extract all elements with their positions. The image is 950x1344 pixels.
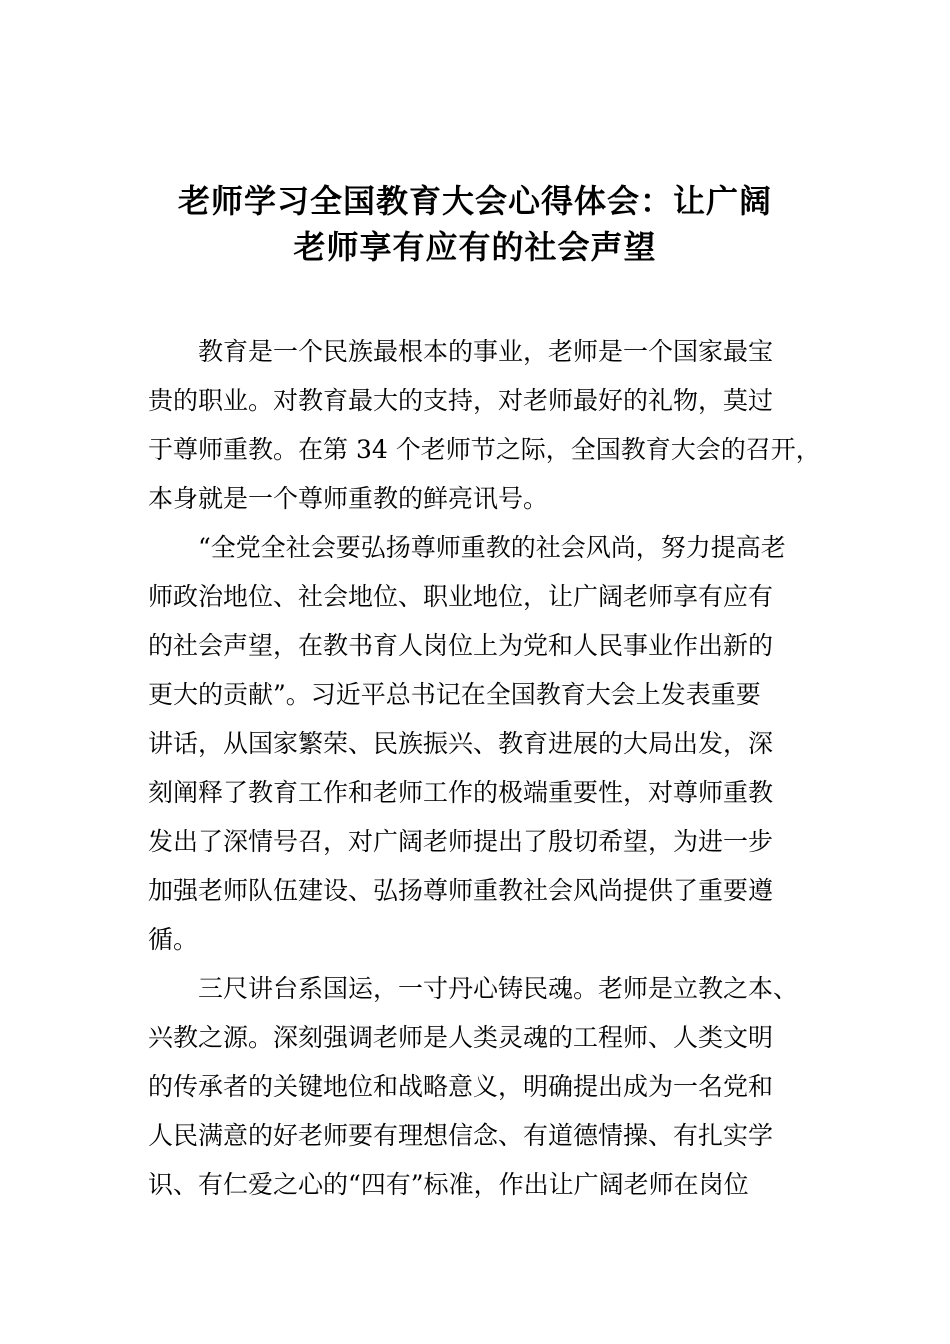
- text-line: 加强老师队伍建设、弘扬尊师重教社会风尚提供了重要遵: [148, 876, 774, 905]
- text-line: 人民满意的好老师要有理想信念、有道德情操、有扎实学: [148, 1121, 774, 1150]
- text-line: 本身就是一个尊师重教的鲜亮讯号。: [148, 484, 549, 513]
- paragraph-3: [148, 964, 810, 1209]
- text-line: 教育是一个民族最根本的事业，老师是一个国家最宝: [198, 337, 774, 366]
- text-line: 贵的职业。对教育最大的支持，对老师最好的礼物，莫过: [148, 386, 774, 415]
- text-line: 的传承者的关键地位和战略意义，明确提出成为一名党和: [148, 1072, 774, 1101]
- document-title: [120, 178, 830, 270]
- text-line: 于尊师重教。在第 34 个老师节之际，全国教育大会的召开，: [148, 435, 821, 464]
- title-line-1: 老师学习全国教育大会心得体会：让广阔: [177, 182, 772, 220]
- document-body: [148, 327, 821, 1209]
- text-line: 刻阐释了教育工作和老师工作的极端重要性，对尊师重教: [148, 778, 774, 807]
- text-line: 师政治地位、社会地位、职业地位，让广阔老师享有应有: [148, 582, 774, 611]
- title-line-2: 老师享有应有的社会声望: [293, 228, 657, 266]
- text-line: 三尺讲台系国运，一寸丹心铸民魂。老师是立教之本、: [198, 974, 799, 1003]
- text-line: “全党全社会要弘扬尊师重教的社会风尚，努力提高老: [198, 533, 786, 562]
- paragraph-2: [148, 523, 810, 964]
- text-line: 发出了深情号召，对广阔老师提出了殷切希望，为进一步: [148, 827, 774, 856]
- paragraph-1: [148, 327, 821, 523]
- text-line: 循。: [148, 925, 199, 954]
- text-line: 讲话，从国家繁荣、民族振兴、教育进展的大局出发，深: [148, 729, 774, 758]
- text-line: 更大的贡献”。习近平总书记在全国教育大会上发表重要: [148, 680, 761, 709]
- text-line: 兴教之源。深刻强调老师是人类灵魂的工程师、人类文明: [148, 1023, 774, 1052]
- text-line: 的社会声望，在教书育人岗位上为党和人民事业作出新的: [148, 631, 774, 660]
- text-line: 识、有仁爱之心的“四有”标准，作出让广阔老师在岗位: [148, 1170, 749, 1199]
